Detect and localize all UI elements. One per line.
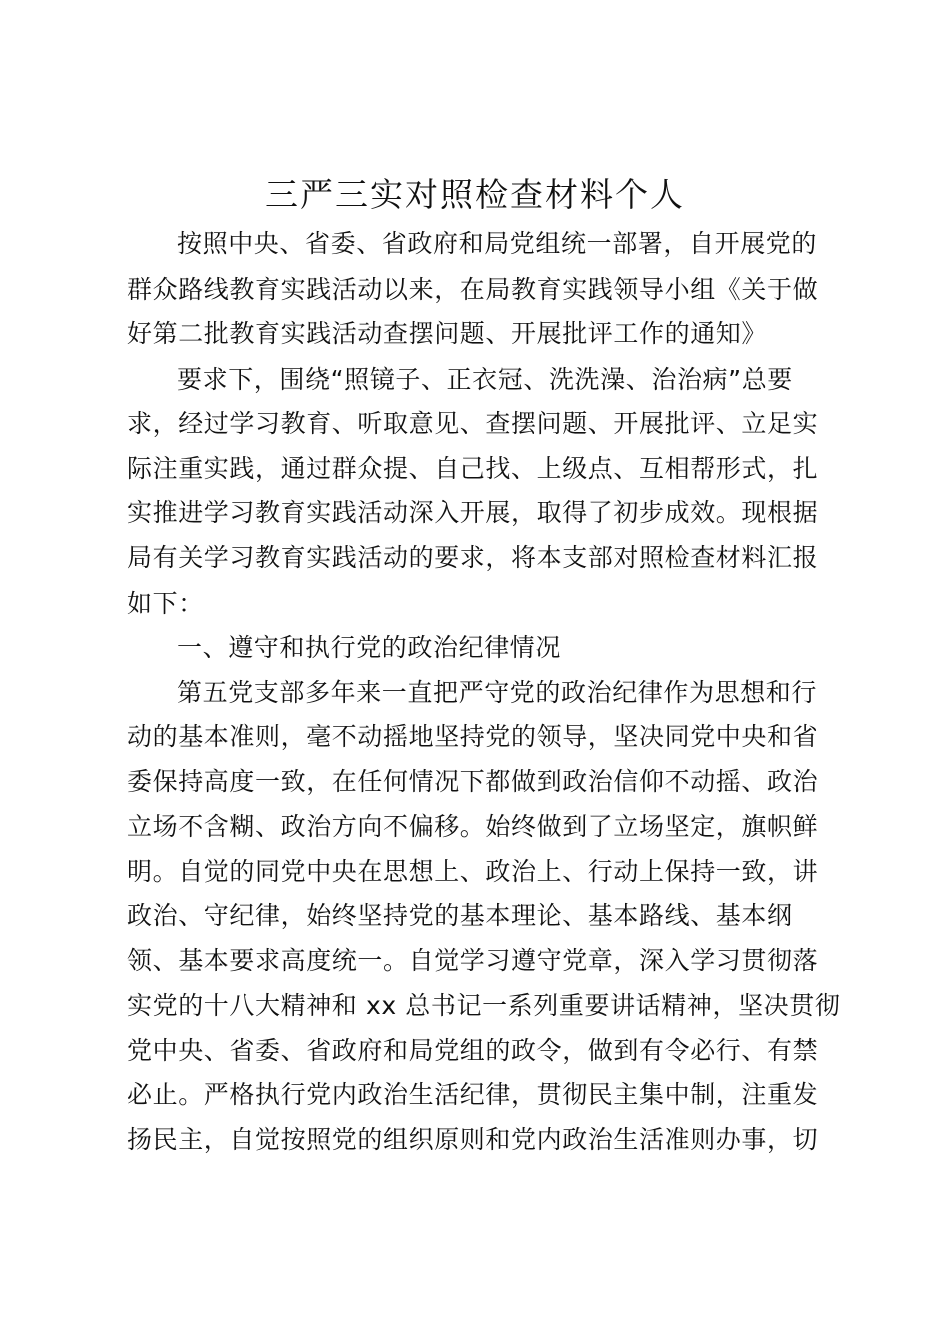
paragraph-line: 动的基本准则，毫不动摇地坚持党的领导，坚决同党中央和省 <box>127 722 819 751</box>
paragraph-line: 好第二批教育实践活动查摆问题、开展批评工作的通知》 <box>127 319 768 348</box>
section-heading: 一、遵守和执行党的政治纪律情况 <box>177 633 562 662</box>
paragraph-line: 第五党支部多年来一直把严守党的政治纪律作为思想和行 <box>177 678 818 707</box>
paragraph-line: 求，经过学习教育、听取意见、查摆问题、开展批评、立足实 <box>127 409 819 438</box>
paragraph-line: 政治、守纪律，始终坚持党的基本理论、基本路线、基本纲 <box>127 901 793 930</box>
paragraph-line: 领、基本要求高度统一。自觉学习遵守党章，深入学习贯彻落 <box>127 946 819 975</box>
paragraph-line: 明。自觉的同党中央在思想上、政治上、行动上保持一致，讲 <box>127 857 819 886</box>
paragraph-line: 实党的十八大精神和 xx 总书记一系列重要讲话精神，坚决贯彻 <box>127 991 841 1020</box>
paragraph-line: 如下： <box>127 589 204 618</box>
paragraph-line: 际注重实践，通过群众提、自己找、上级点、互相帮形式，扎 <box>127 454 819 483</box>
paragraph-line: 必止。严格执行党内政治生活纪律，贯彻民主集中制，注重发 <box>127 1080 819 1109</box>
paragraph-line: 立场不含糊、政治方向不偏移。始终做到了立场坚定，旗帜鲜 <box>127 812 819 841</box>
paragraph-line: 扬民主，自觉按照党的组织原则和党内政治生活准则办事，切 <box>127 1125 819 1154</box>
document-title: 三严三实对照检查材料个人 <box>265 175 685 214</box>
paragraph-line: 局有关学习教育实践活动的要求，将本支部对照检查材料汇报 <box>127 543 819 572</box>
paragraph-line: 党中央、省委、省政府和局党组的政令，做到有令必行、有禁 <box>127 1036 819 1065</box>
paragraph-line: 实推进学习教育实践活动深入开展，取得了初步成效。现根据 <box>127 498 819 527</box>
paragraph-line: 按照中央、省委、省政府和局党组统一部署，自开展党的 <box>177 229 818 258</box>
paragraph-line: 委保持高度一致，在任何情况下都做到政治信仰不动摇、政治 <box>127 767 819 796</box>
paragraph-line: 要求下，围绕“照镜子、正衣冠、洗洗澡、治治病”总要 <box>177 365 793 394</box>
paragraph-line: 群众路线教育实践活动以来，在局教育实践领导小组《关于做 <box>127 275 819 304</box>
